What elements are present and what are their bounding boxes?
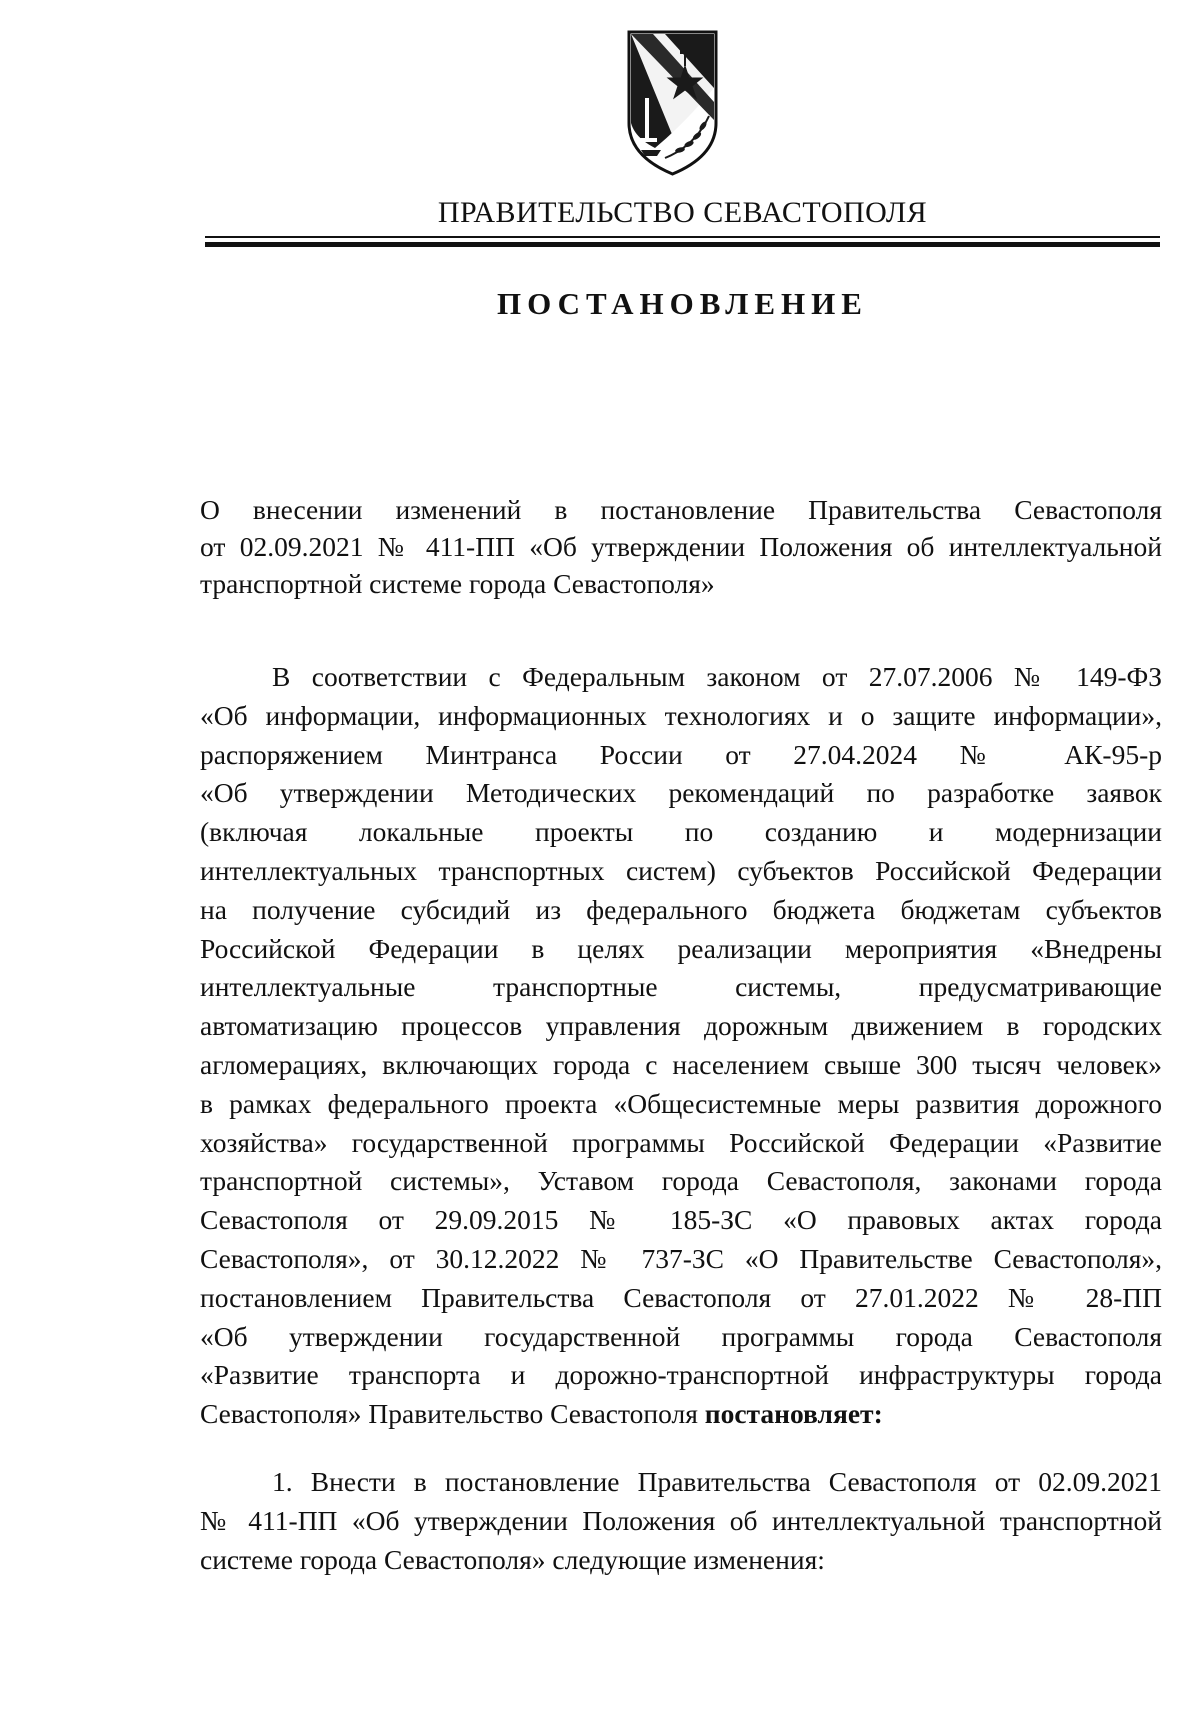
subject-line: транспортной системе города Севастополя» <box>200 568 715 599</box>
preamble-line: Севастополя», от 30.12.2022 № 737-ЗС «О Правительстве Севастополя», <box>200 1242 1162 1274</box>
clause-1 <box>200 1462 1162 1579</box>
clause-1-line: системе города Севастополя» следующие изменения: <box>200 1544 825 1575</box>
subject-line: от 02.09.2021 № 411-ПП «Об утверждении Положения об интеллектуальной <box>200 531 1162 562</box>
preamble-line: В соответствии с Федеральным законом от 27.07.2006 № 149-ФЗ <box>272 661 1162 692</box>
preamble-line: «Развитие транспорта и дорожно-транспортной инфраструктуры города <box>200 1359 1162 1391</box>
sevastopol-coat-of-arms-icon <box>625 28 720 178</box>
preamble-line: в рамках федерального проекта «Общесистемные меры развития дорожного <box>200 1087 1162 1119</box>
preamble-line: на получение субсидий из федерального бюджета бюджетам субъектов <box>200 893 1162 925</box>
preamble-line: Севастополя от 29.09.2015 № 185-ЗС «О правовых актах города <box>200 1204 1162 1236</box>
document-subject <box>200 491 1162 602</box>
preamble-final-text: Севастополя» Правительство Севастополя <box>200 1398 705 1430</box>
organization-name: ПРАВИТЕЛЬСТВО СЕВАСТОПОЛЯ <box>437 196 928 229</box>
preamble-line: интеллектуальных транспортных систем) субъектов Российской Федерации <box>200 854 1162 886</box>
subject-line: О внесении изменений в постановление Правительства Севастополя <box>200 494 1162 525</box>
preamble-line: интеллектуальные транспортные системы, предусматривающие <box>200 971 1162 1003</box>
resolves-keyword: постановляет: <box>704 1398 883 1430</box>
preamble-line: транспортной системы», Уставом города Севастополя, законами города <box>200 1165 1162 1197</box>
preamble-paragraph <box>200 658 1162 1434</box>
preamble-final-line <box>200 1395 1162 1434</box>
preamble-line: «Об информации, информационных технологиях и о защите информации», <box>200 699 1162 731</box>
preamble-line: постановлением Правительства Севастополя от 27.01.2022 № 28-ПП <box>200 1281 1162 1313</box>
preamble-line: агломерациях, включающих города с населением свыше 300 тысяч человек» <box>200 1048 1162 1080</box>
preamble-line: «Об утверждении Методических рекомендаций по разработке заявок <box>200 777 1162 809</box>
preamble-line: распоряжением Минтранса России от 27.04.2024 № АК-95-р <box>200 738 1162 770</box>
preamble-line: автоматизацию процессов управления дорожным движением в городских <box>200 1010 1162 1042</box>
document-type-title: ПОСТАНОВЛЕНИЕ <box>497 286 868 321</box>
preamble-line: (включая локальные проекты по созданию и модернизации <box>200 816 1162 848</box>
clause-1-line: № 411-ПП «Об утверждении Положения об интеллектуальной транспортной <box>200 1505 1162 1536</box>
preamble-line: Российской Федерации в целях реализации мероприятия «Внедрены <box>200 932 1162 964</box>
header-divider-thick <box>205 242 1160 247</box>
preamble-line: хозяйства» государственной программы Российской Федерации «Развитие <box>200 1126 1162 1158</box>
clause-1-line: 1. Внести в постановление Правительства Севастополя от 02.09.2021 <box>272 1466 1162 1497</box>
header-divider-thin <box>205 236 1160 238</box>
preamble-line: «Об утверждении государственной программы города Севастополя <box>200 1320 1162 1352</box>
